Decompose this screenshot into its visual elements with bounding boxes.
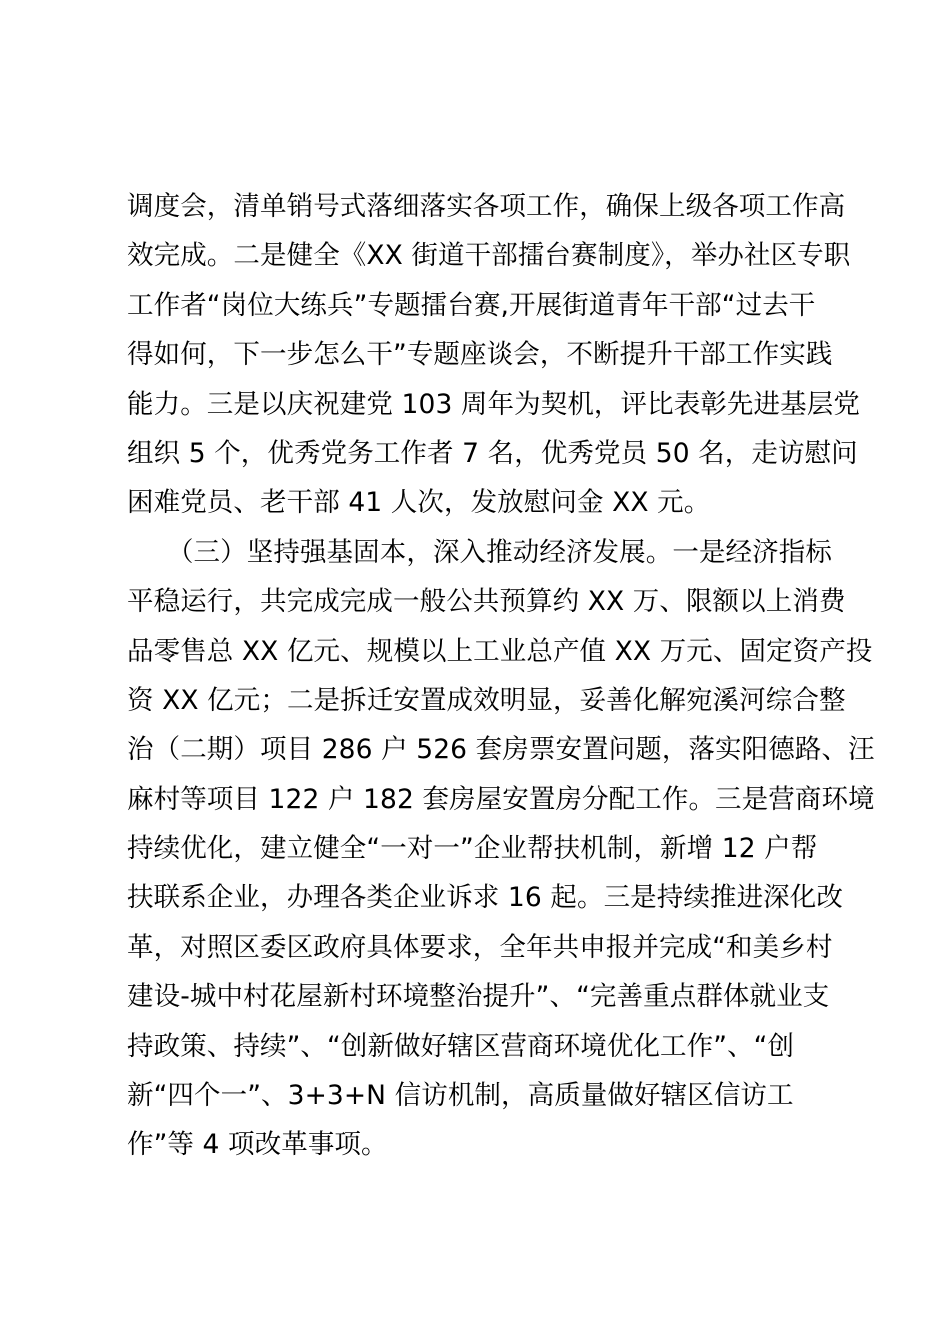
text-line: 作”等 4 项改革事项。 <box>127 1129 388 1161</box>
text-line: 组织 5 个，优秀党务工作者 7 名，优秀党员 50 名，走访慰问 <box>127 437 858 469</box>
text-line: 品零售总 XX 亿元、规模以上工业总产值 XX 万元、固定资产投 <box>127 635 873 667</box>
text-line: 困难党员、老干部 41 人次，发放慰问金 XX 元。 <box>127 487 711 519</box>
text-line: 治（二期）项目 286 户 526 套房票安置问题，落实阳德路、汪 <box>127 734 875 766</box>
text-line: 麻村等项目 122 户 182 套房屋安置房分配工作。三是营商环境 <box>127 783 875 815</box>
text-line: 革，对照区委区政府具体要求，全年共申报并完成“和美乡村 <box>127 931 833 963</box>
text-line: 平稳运行，共完成完成一般公共预算约 XX 万、限额以上消费 <box>127 586 846 618</box>
text-line: 持政策、持续”、“创新做好辖区营商环境优化工作”、“创 <box>127 1030 795 1062</box>
text-line: 持续优化，建立健全“一对一”企业帮扶机制，新增 12 户帮 <box>127 833 818 865</box>
text-line: 资 XX 亿元；二是拆迁安置成效明显，妥善化解宛溪河综合整 <box>127 684 846 716</box>
text-line: 建设-城中村花屋新村环境整治提升”、“完善重点群体就业支 <box>127 981 830 1013</box>
text-line: 得如何，下一步怎么干”专题座谈会，不断提升干部工作实践 <box>127 339 833 371</box>
body-text <box>127 182 875 1170</box>
paragraph-1 <box>127 182 860 528</box>
text-line: 扶联系企业，办理各类企业诉求 16 起。三是持续推进深化改 <box>127 882 843 914</box>
text-line: 能力。三是以庆祝建党 103 周年为契机，评比表彰先进基层党 <box>127 388 860 420</box>
text-line: 效完成。二是健全《XX 街道干部擂台赛制度》，举办社区专职 <box>127 240 851 272</box>
text-line: 工作者“岗位大练兵”专题擂台赛,开展街道青年干部“过去干 <box>127 289 816 321</box>
paragraph-2 <box>127 528 875 1170</box>
text-line: 调度会，清单销号式落细落实各项工作，确保上级各项工作高 <box>127 191 846 222</box>
text-line: （三）坚持强基固本，深入推动经济发展。一是经济指标 <box>127 536 832 568</box>
text-line: 新“四个一”、3+3+N 信访机制，高质量做好辖区信访工 <box>127 1080 794 1112</box>
